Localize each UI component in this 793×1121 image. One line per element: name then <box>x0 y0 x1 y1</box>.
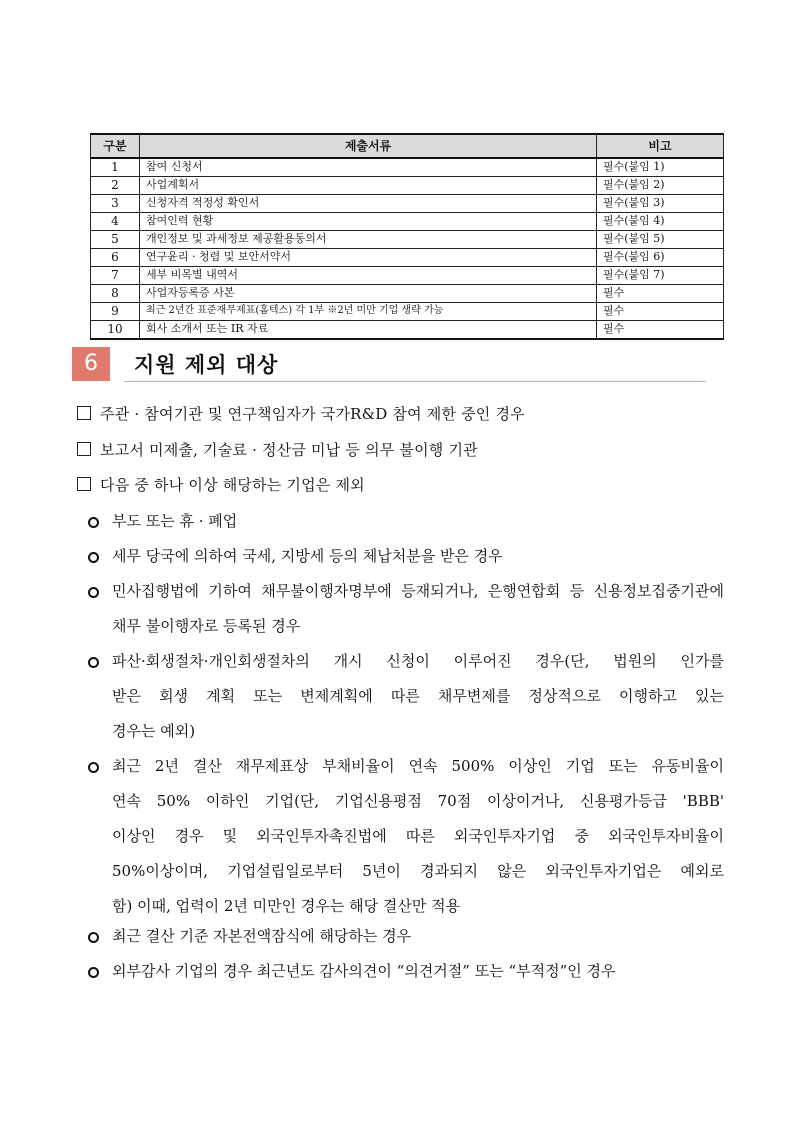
section-underline <box>124 381 706 382</box>
row-remark: 필수(붙임 4) <box>597 213 724 231</box>
header-documents: 제출서류 <box>140 134 597 158</box>
table-row <box>91 303 724 321</box>
section-heading <box>72 346 706 382</box>
section-title: 지원 제외 대상 <box>134 353 279 377</box>
bullet-text-line: 부도 또는 휴 · 폐업 <box>112 512 238 530</box>
table-row <box>91 267 724 285</box>
bullet-circle-icon <box>88 967 99 978</box>
bullet-text-line: 50%이상이며, 기업설립일로부터 5년이 경과되지 않은 외국인투자기업은 예외로 <box>112 862 724 880</box>
row-number: 6 <box>91 249 140 267</box>
header-category: 구분 <box>91 134 140 158</box>
row-number: 8 <box>91 285 140 303</box>
row-document: 참여 신청서 <box>140 158 597 177</box>
row-remark: 필수 <box>597 303 724 321</box>
table-row <box>91 321 724 340</box>
bullet-text-line: 파산·회생절차·개인회생절차의 개시 신청이 이루어진 경우(단, 법원의 인가를 <box>112 652 724 670</box>
checkbox-square-icon <box>77 477 91 491</box>
checklist-item <box>77 439 478 460</box>
row-document: 신청자격 적정성 확인서 <box>140 195 597 213</box>
table-row <box>91 195 724 213</box>
row-number: 4 <box>91 213 140 231</box>
row-number: 1 <box>91 158 140 177</box>
row-document: 참여인력 현황 <box>140 213 597 231</box>
checkbox-square-icon <box>77 406 91 420</box>
row-remark: 필수(붙임 2) <box>597 177 724 195</box>
table-row <box>91 158 724 177</box>
table-row <box>91 249 724 267</box>
bullet-text-line: 함) 이때, 업력이 2년 미만인 경우는 해당 결산만 적용 <box>112 897 461 915</box>
bullet-circle-icon <box>88 517 99 528</box>
table-row <box>91 213 724 231</box>
row-document: 세부 비목별 내역서 <box>140 267 597 285</box>
table-row <box>91 177 724 195</box>
checklist-text: 다음 중 하나 이상 해당하는 기업은 제외 <box>100 476 365 494</box>
row-number: 5 <box>91 231 140 249</box>
bullet-circle-icon <box>88 587 99 598</box>
checklist-text: 보고서 미제출, 기술료 · 정산금 미납 등 의무 불이행 기관 <box>100 441 478 459</box>
bullet-circle-icon <box>88 762 99 773</box>
bullet-text-line: 이상인 경우 및 외국인투자촉진법에 따른 외국인투자기업 중 외국인투자비율이 <box>112 827 724 845</box>
row-remark: 필수(붙임 3) <box>597 195 724 213</box>
row-remark: 필수 <box>597 285 724 303</box>
row-number: 3 <box>91 195 140 213</box>
row-remark: 필수(붙임 1) <box>597 158 724 177</box>
bullet-text-line: 세무 당국에 의하여 국세, 지방세 등의 체납처분을 받은 경우 <box>112 547 503 565</box>
row-number: 9 <box>91 303 140 321</box>
header-remarks: 비고 <box>597 134 724 158</box>
table-header-row <box>91 134 724 158</box>
row-number: 7 <box>91 267 140 285</box>
row-document: 최근 2년간 표준재무제표(홈텍스) 각 1부 ※2년 미만 기업 생략 가능 <box>140 303 597 321</box>
checklist-item <box>77 403 525 424</box>
row-number: 10 <box>91 321 140 340</box>
table-row <box>91 285 724 303</box>
bullet-text-line: 외부감사 기업의 경우 최근년도 감사의견이 “의견거절” 또는 “부적정”인 경우 <box>112 962 616 980</box>
row-number: 2 <box>91 177 140 195</box>
row-document: 사업자등록증 사본 <box>140 285 597 303</box>
bullet-text-line: 받은 회생 계획 또는 변제계획에 따른 채무변제를 정상적으로 이행하고 있는 <box>112 687 724 705</box>
checklist-item <box>77 474 365 495</box>
row-document: 사업계획서 <box>140 177 597 195</box>
row-document: 연구윤리 · 청렴 및 보안서약서 <box>140 249 597 267</box>
submission-documents-table <box>90 133 724 340</box>
row-document: 회사 소개서 또는 IR 자료 <box>140 321 597 340</box>
bullet-circle-icon <box>88 932 99 943</box>
section-number-badge: 6 <box>72 347 110 381</box>
bullet-text-line: 연속 50% 이하인 기업(단, 기업신용평점 70점 이상이거나, 신용평가등급 'BBB' <box>112 792 724 810</box>
bullet-text-line: 채무 불이행자로 등록된 경우 <box>112 617 301 635</box>
checklist-text: 주관 · 참여기관 및 연구책임자가 국가R&D 참여 제한 중인 경우 <box>100 405 525 423</box>
table-body <box>91 158 724 339</box>
row-document: 개인정보 및 과세정보 제공활용동의서 <box>140 231 597 249</box>
row-remark: 필수(붙임 5) <box>597 231 724 249</box>
bullet-text-line: 최근 2년 결산 재무제표상 부채비율이 연속 500% 이상인 기업 또는 유동비율이 <box>112 757 724 775</box>
bullet-circle-icon <box>88 552 99 563</box>
checkbox-square-icon <box>77 442 91 456</box>
row-remark: 필수(붙임 7) <box>597 267 724 285</box>
row-remark: 필수(붙임 6) <box>597 249 724 267</box>
bullet-text-line: 경우는 예외) <box>112 722 196 740</box>
bullet-circle-icon <box>88 657 99 668</box>
table-row <box>91 231 724 249</box>
bullet-text-line: 최근 결산 기준 자본전액잠식에 해당하는 경우 <box>112 927 412 945</box>
bullet-text-line: 민사집행법에 기하여 채무불이행자명부에 등재되거나, 은행연합회 등 신용정보집중기관에 <box>112 582 724 600</box>
row-remark: 필수 <box>597 321 724 340</box>
